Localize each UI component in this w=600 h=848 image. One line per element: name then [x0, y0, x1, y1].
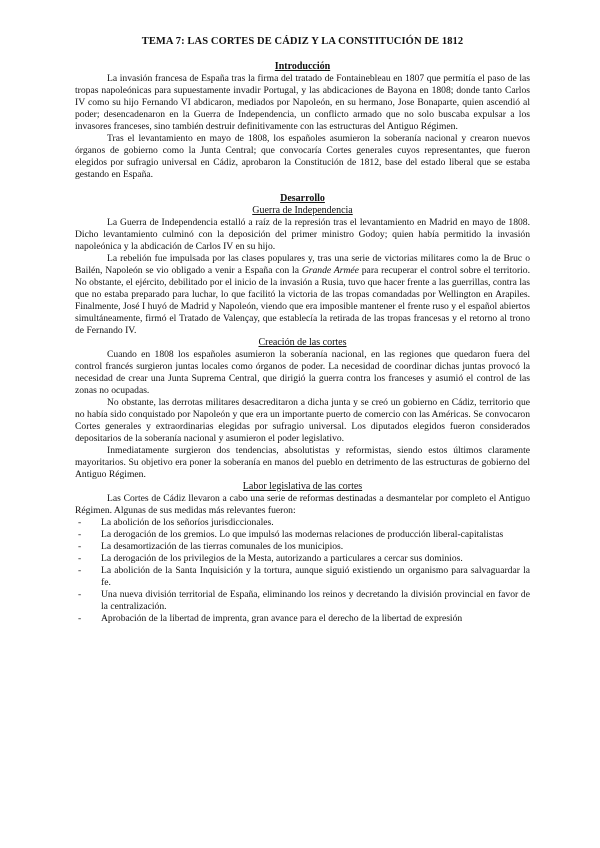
- creacion-paragraph-2: No obstante, las derrotas militares desacreditaron a dicha junta y se creó un gobierno en Cádiz, territorio que no había sido conquistado por Napoleón y que era un importante puerto de comercio con las Américas. Se convocaron Cortes generales y extraordinarias elegidas por sufragio universal. Los diputados elegidos fueron considerados depositarios de la soberanía nacional y asumieron el poder legislativo.: [75, 397, 530, 444]
- spacer: [75, 181, 530, 193]
- guerra-paragraph-2: [75, 253, 530, 337]
- list-item: - La derogación de los privilegios de la Mesta, autorizando a particulares a cercar sus dominios.: [75, 553, 530, 565]
- intro-paragraph-2: Tras el levantamiento en mayo de 1808, los españoles asumieron la soberanía nacional y crearon nuevos órganos de gobierno como la Junta Central; que convocaría Cortes generales cuyos representantes, que fueron elegidos por sufragio universal en Cádiz, aprobaron la Constitución de 1812, base del estado liberal que se estaba gestando en España.: [75, 133, 530, 180]
- list-item: - La abolición de la Santa Inquisición y la tortura, aunque siguió existiendo un organismo para salvaguardar la fe.: [75, 565, 530, 589]
- heading-introduccion: Introducción: [274, 61, 331, 72]
- list-item: - Una nueva división territorial de España, eliminando los reinos y decretando la división provincial en favor de la centralización.: [75, 589, 530, 613]
- list-item: - La abolición de los señoríos jurisdiccionales.: [75, 517, 530, 529]
- document-page: [75, 36, 530, 625]
- intro-paragraph-1: La invasión francesa de España tras la firma del tratado de Fontainebleau en 1807 que permitía el paso de las tropas napoleónicas para supuestamente invadir Portugal, y las abdicaciones de Bayona en 1808; donde tanto Carlos IV como su hijo Fernando VI abdicaron, mediados por Napoleón, en su hermano, Jose Bonaparte, quien ascendió al poder; desencadenaron en la Guerra de Independencia, un conflicto armado que no solo buscaba expulsar a los invasores franceses, sino también destruir definitivamente con las estructuras del Antiguo Régimen.: [75, 73, 530, 132]
- list-item: - La derogación de los gremios. Lo que impulsó las modernas relaciones de producción liberal-capitalistas: [75, 529, 530, 541]
- list-item: - Aprobación de la libertad de imprenta, gran avance para el derecho de la libertad de expresión: [75, 613, 530, 625]
- reform-list: [75, 517, 530, 625]
- guerra-p2-text-b: para recuperar el control sobre el territorio. No obstante, el ejército, debilitado por el inicio de la invasión a Rusia, tuvo que hacer frente a las guerrillas, contra las que no estaba preparado para luchar, lo que facilitó la victoria de las tropas comandadas por Wellington en Arapiles. Finalmente, José I huyó de Madrid y Napoleón, viendo que era imposible mantener el frente ruso y el español abiertos simultáneamente, firmó el Tratado de Valençay, que establecía la retirada de las tropas francesas y el retorno al trono de Fernando IV.: [75, 265, 530, 336]
- guerra-p2-text-a: La rebelión fue impulsada por las clases populares y, tras una serie de victorias militares como la de Bruc o Bailén, Napoleón se vio obligado a venir a España con la: [75, 253, 530, 276]
- guerra-paragraph-1: La Guerra de Independencia estalló a raíz de la represión tras el levantamiento en Madrid en mayo de 1808. Dicho levantamiento culminó con la deposición del primer ministro Godoy; quien había permitido la invasión napoleónica y la abdicación de Carlos IV en su hijo.: [75, 217, 530, 252]
- list-item: - La desamortización de las tierras comunales de los municipios.: [75, 541, 530, 553]
- creacion-paragraph-1: Cuando en 1808 los españoles asumieron la soberanía nacional, en las regiones que quedaron fuera del control francés surgieron juntas locales como órganos de poder. La necesidad de coordinar dichas juntas provocó la necesidad de crear una Junta Suprema Central, que dirigió la guerra contra los franceses y asumió el control de las zonas no ocupadas.: [75, 349, 530, 396]
- creacion-paragraph-3: Inmediatamente surgieron dos tendencias, absolutistas y reformistas, siendo estos últimos claramente mayoritarios. Su objetivo era poner la soberanía en manos del pueblo en detrimento de las estructuras de gobierno del Antiguo Régimen.: [75, 445, 530, 480]
- heading-labor: Labor legislativa de las cortes: [242, 481, 363, 492]
- heading-guerra: Guerra de Independencia: [252, 205, 353, 216]
- heading-creacion: Creación de las cortes: [258, 337, 347, 348]
- labor-paragraph-1: Las Cortes de Cádiz llevaron a cabo una serie de reformas destinadas a desmantelar por completo el Antiguo Régimen. Algunas de sus medidas más relevantes fueron:: [75, 493, 530, 516]
- heading-desarrollo: Desarrollo: [280, 193, 325, 204]
- grande-armee-term: Grande Armée: [301, 265, 359, 276]
- document-title: TEMA 7: LAS CORTES DE CÁDIZ Y LA CONSTITUCIÓN DE 1812: [141, 36, 464, 47]
